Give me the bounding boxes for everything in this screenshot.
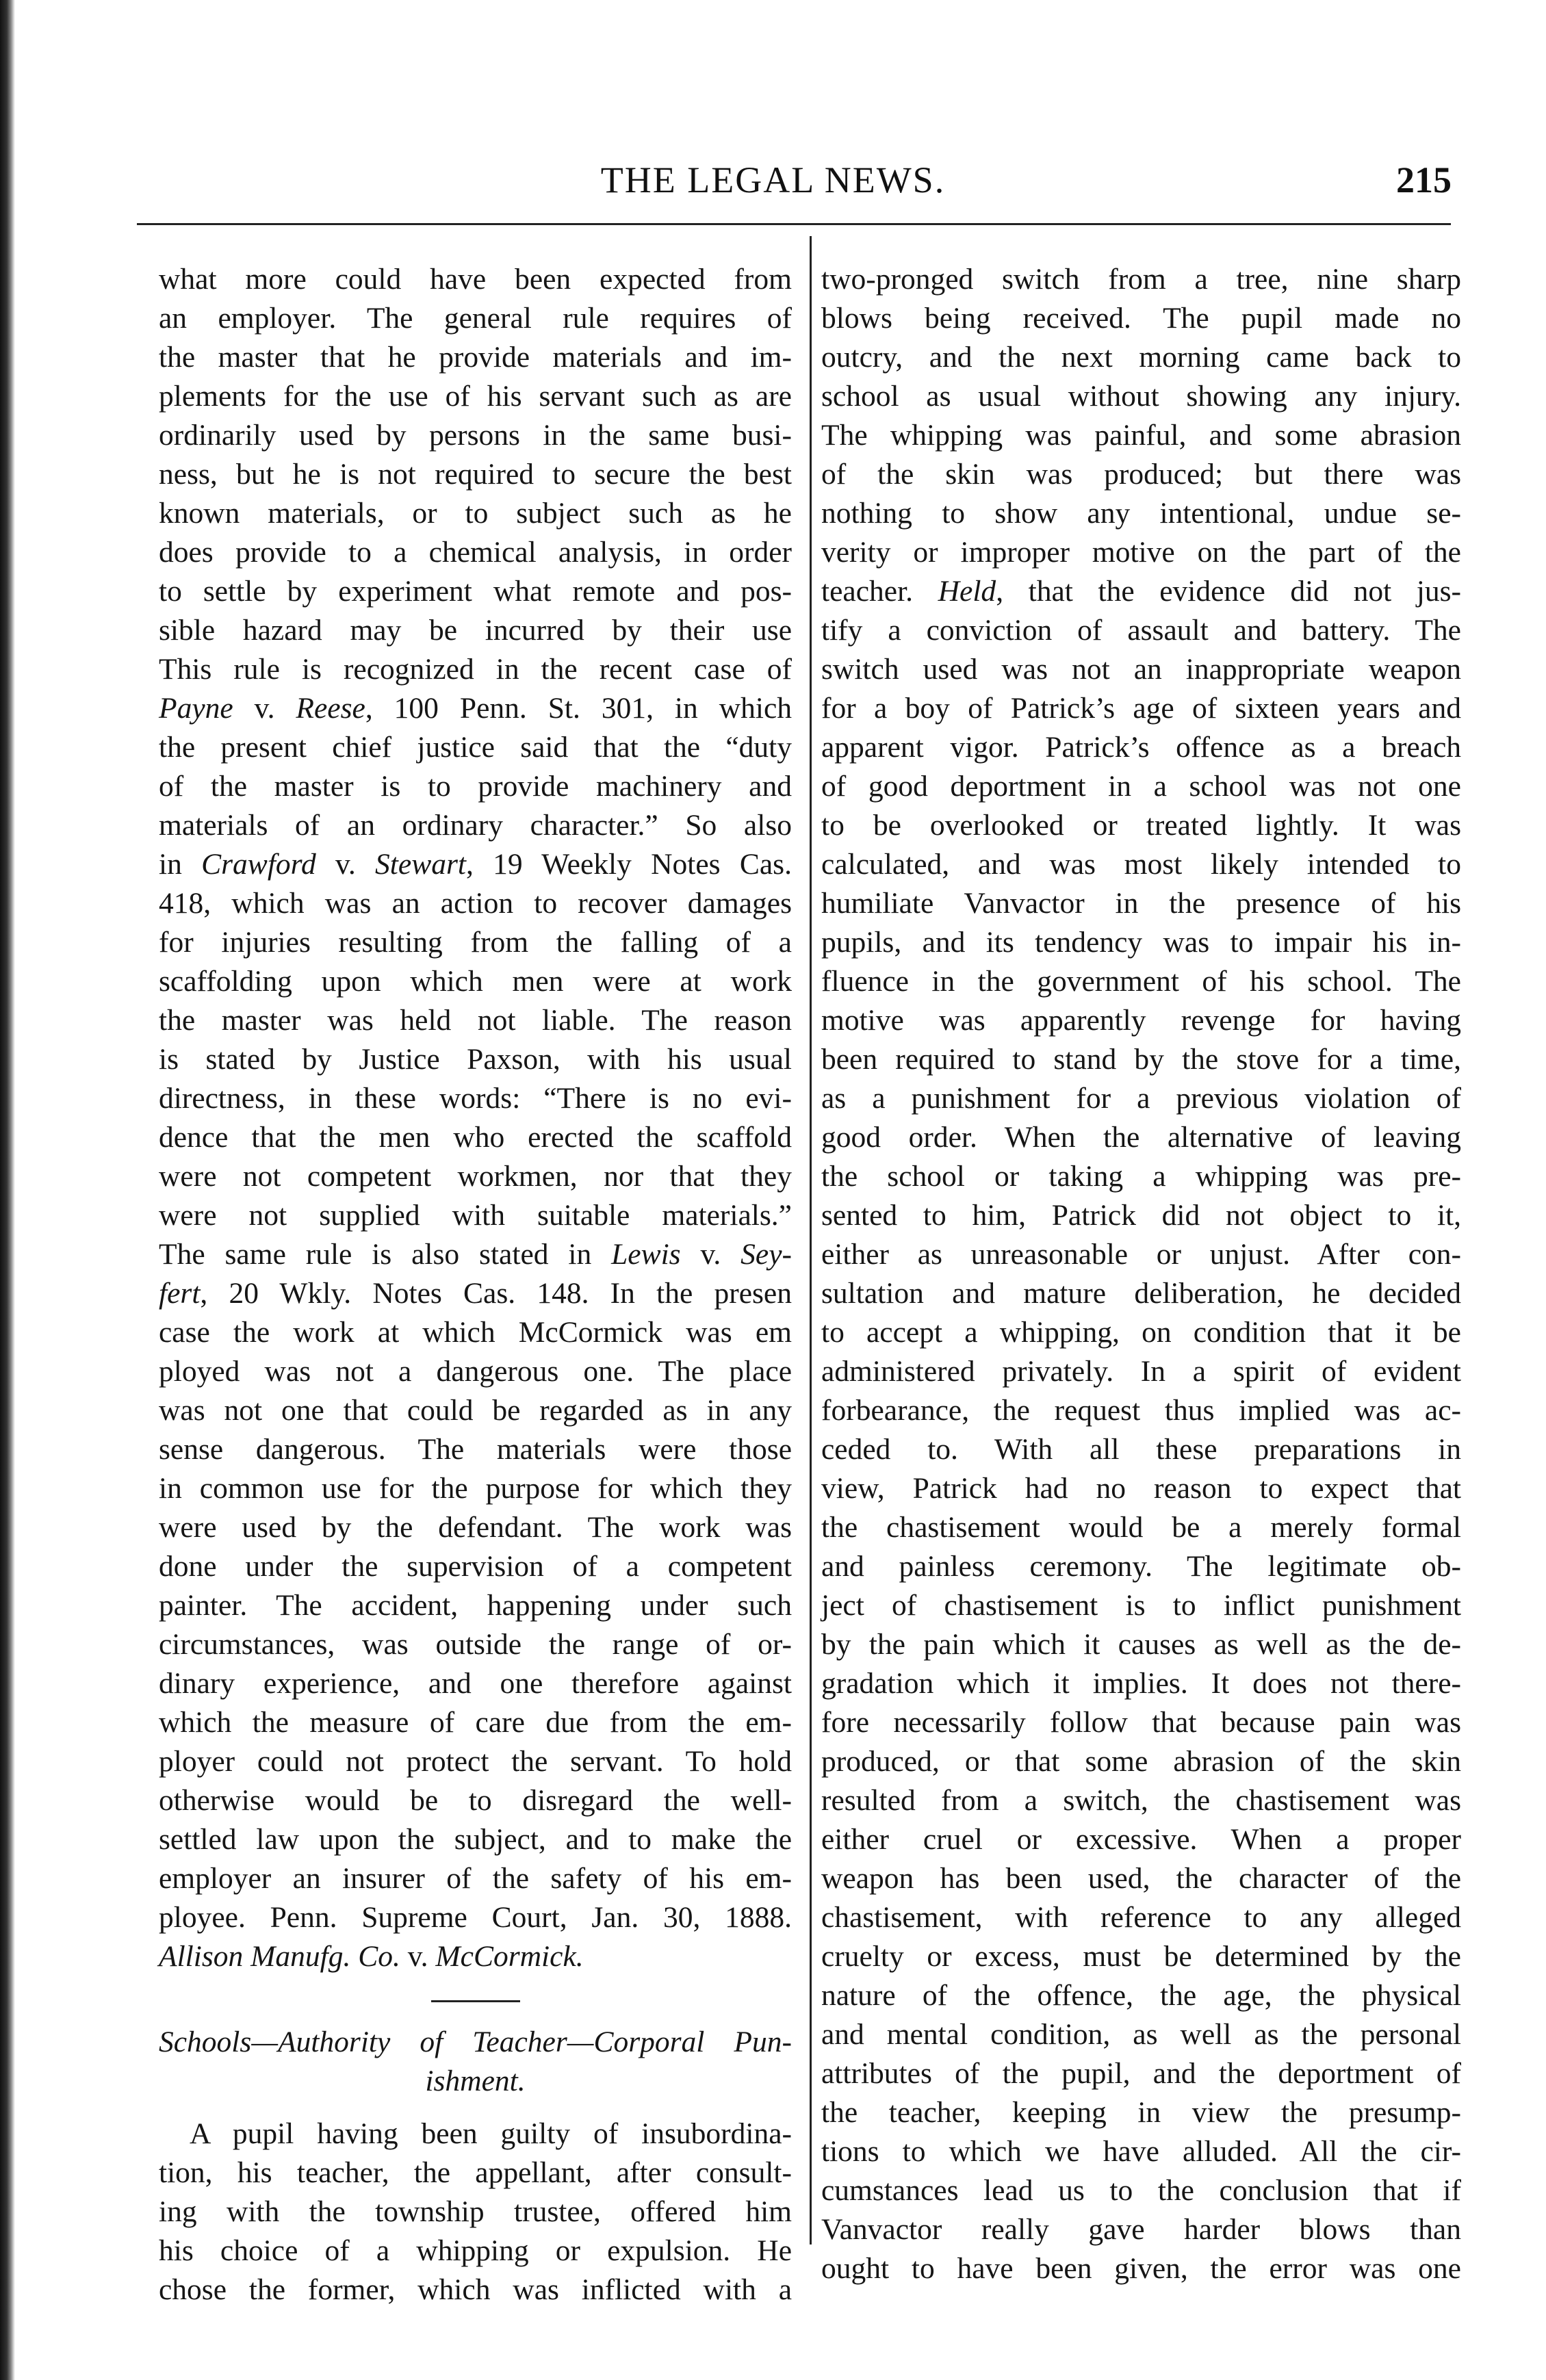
text-line: of good deportment in a school was not one — [821, 770, 1461, 803]
binding-edge — [0, 0, 15, 2380]
text-line: directness, in these words: “There is no evi- — [159, 1082, 792, 1115]
text-line: motive was apparently revenge for having — [821, 1004, 1461, 1037]
right-paragraph — [821, 260, 1461, 2288]
left-column — [159, 260, 792, 2310]
text-line: painter. The accident, happening under such — [159, 1589, 792, 1622]
section-heading — [159, 2023, 792, 2101]
text-line: Allison Manufg. Co. v. McCormick. — [159, 1940, 584, 1973]
text-line: ness, but he is not required to secure the best — [159, 458, 792, 491]
text-line: the master was held not liable. The reason — [159, 1004, 792, 1037]
text-line: chastisement, with reference to any alleged — [821, 1901, 1461, 1934]
text-line: fert, 20 Wkly. Notes Cas. 148. In the presen — [159, 1277, 792, 1310]
text-line: scaffolding upon which men were at work — [159, 965, 792, 998]
text-line: to accept a whipping, on condition that it be — [821, 1316, 1461, 1349]
text-line: the teacher, keeping in view the presump- — [821, 2096, 1461, 2129]
heading-gap — [159, 2101, 792, 2114]
text-line: either as unreasonable or unjust. After con- — [821, 1238, 1461, 1271]
text-line: tions to which we have alluded. All the cir- — [821, 2135, 1461, 2168]
left-paragraph-2 — [159, 2114, 792, 2310]
text-line: as a punishment for a previous violation of — [821, 1082, 1461, 1115]
text-line: A pupil having been guilty of insubordina- — [190, 2117, 792, 2150]
text-line: sultation and mature deliberation, he decided — [821, 1277, 1461, 1310]
section-heading-line: ishment. — [425, 2065, 526, 2097]
text-line: dinary experience, and one therefore against — [159, 1667, 792, 1700]
text-line: was not one that could be regarded as in any — [159, 1394, 792, 1427]
text-line: the master that he provide materials and im- — [159, 341, 792, 374]
text-line: sense dangerous. The materials were those — [159, 1433, 792, 1466]
text-line: his choice of a whipping or expulsion. He — [159, 2234, 792, 2267]
text-line: in common use for the purpose for which they — [159, 1472, 792, 1505]
text-line: and mental condition, as well as the personal — [821, 2018, 1461, 2051]
text-line: forbearance, the request thus implied was ac- — [821, 1394, 1461, 1427]
text-line: produced, or that some abrasion of the skin — [821, 1745, 1461, 1778]
text-line: employer an insurer of the safety of his em- — [159, 1862, 792, 1895]
right-column — [821, 260, 1461, 2288]
text-line: sented to him, Patrick did not object to it, — [821, 1199, 1461, 1232]
text-line: the school or taking a whipping was pre- — [821, 1160, 1461, 1193]
text-line: is stated by Justice Paxson, with his usual — [159, 1043, 792, 1076]
text-line: fore necessarily follow that because pain was — [821, 1706, 1461, 1739]
text-line: the present chief justice said that the “duty — [159, 731, 792, 764]
text-line: an employer. The general rule requires of — [159, 302, 792, 335]
text-line: for injuries resulting from the falling of a — [159, 926, 792, 959]
text-line: pupils, and its tendency was to impair his in- — [821, 926, 1461, 959]
text-line: nothing to show any intentional, undue se- — [821, 497, 1461, 530]
text-line: either cruel or excessive. When a proper — [821, 1823, 1461, 1856]
text-line: of the skin was produced; but there was — [821, 458, 1461, 491]
text-line: were not supplied with suitable materials.” — [159, 1199, 792, 1232]
page-number: 215 — [1396, 159, 1452, 201]
text-line: tify a conviction of assault and battery. The — [821, 614, 1461, 647]
header-rule — [137, 223, 1451, 225]
text-line: dence that the men who erected the scaffold — [159, 1121, 792, 1154]
text-line: does provide to a chemical analysis, in order — [159, 536, 792, 569]
text-line: ployee. Penn. Supreme Court, Jan. 30, 1888. — [159, 1901, 792, 1934]
text-line: ployed was not a dangerous one. The place — [159, 1355, 792, 1388]
running-header-title: THE LEGAL NEWS. — [600, 159, 946, 201]
text-line: sible hazard may be incurred by their use — [159, 614, 792, 647]
text-line: the chastisement would be a merely formal — [821, 1511, 1461, 1544]
text-line: which the measure of care due from the em- — [159, 1706, 792, 1739]
text-line: apparent vigor. Patrick’s offence as a breach — [821, 731, 1461, 764]
text-line: 418, which was an action to recover damages — [159, 887, 792, 920]
text-line: settled law upon the subject, and to make the — [159, 1823, 792, 1856]
text-line: humiliate Vanvactor in the presence of his — [821, 887, 1461, 920]
text-line: case the work at which McCormick was em — [159, 1316, 792, 1349]
text-line: were used by the defendant. The work was — [159, 1511, 792, 1544]
text-line: calculated, and was most likely intended to — [821, 848, 1461, 881]
text-line: cumstances lead us to the conclusion that if — [821, 2174, 1461, 2207]
text-line: The whipping was painful, and some abrasion — [821, 419, 1461, 452]
text-line: known materials, or to subject such as he — [159, 497, 792, 530]
text-line: outcry, and the next morning came back to — [821, 341, 1461, 374]
text-line: administered privately. In a spirit of evident — [821, 1355, 1461, 1388]
text-line: Vanvactor really gave harder blows than — [821, 2213, 1461, 2246]
text-line: good order. When the alternative of leaving — [821, 1121, 1461, 1154]
section-divider — [431, 2000, 520, 2002]
text-line: otherwise would be to disregard the well- — [159, 1784, 792, 1817]
text-line: ject of chastisement is to inflict punishment — [821, 1589, 1461, 1622]
text-line: ceded to. With all these preparations in — [821, 1433, 1461, 1466]
text-line: ing with the township trustee, offered him — [159, 2195, 792, 2228]
text-line: teacher. Held, that the evidence did not jus- — [821, 575, 1461, 608]
text-line: weapon has been used, the character of the — [821, 1862, 1461, 1895]
text-line: switch used was not an inappropriate weapon — [821, 653, 1461, 686]
text-line: done under the supervision of a competent — [159, 1550, 792, 1583]
text-line: resulted from a switch, the chastisement was — [821, 1784, 1461, 1817]
text-line: to settle by experiment what remote and pos- — [159, 575, 792, 608]
text-line: chose the former, which was inflicted with a — [159, 2273, 792, 2306]
column-divider — [810, 236, 812, 2245]
text-line: gradation which it implies. It does not there- — [821, 1667, 1461, 1700]
text-line: attributes of the pupil, and the deportment of — [821, 2057, 1461, 2090]
text-line: circumstances, was outside the range of or- — [159, 1628, 792, 1661]
text-line: materials of an ordinary character.” So also — [159, 809, 792, 842]
text-line: Payne v. Reese, 100 Penn. St. 301, in which — [159, 692, 792, 725]
text-line: nature of the offence, the age, the physical — [821, 1979, 1461, 2012]
text-line: This rule is recognized in the recent case of — [159, 653, 792, 686]
text-line: ordinarily used by persons in the same busi- — [159, 419, 792, 452]
left-paragraph-1 — [159, 260, 792, 1976]
text-line: two-pronged switch from a tree, nine sharp — [821, 263, 1461, 296]
text-line: view, Patrick had no reason to expect that — [821, 1472, 1461, 1505]
text-line: verity or improper motive on the part of the — [821, 536, 1461, 569]
text-line: by the pain which it causes as well as the de- — [821, 1628, 1461, 1661]
text-line: ployer could not protect the servant. To hold — [159, 1745, 792, 1778]
text-line: ought to have been given, the error was one — [821, 2252, 1461, 2285]
text-line: what more could have been expected from — [159, 263, 792, 296]
text-line: for a boy of Patrick’s age of sixteen years and — [821, 692, 1461, 725]
text-line: in Crawford v. Stewart, 19 Weekly Notes Cas. — [159, 848, 792, 881]
text-line: been required to stand by the stove for a time, — [821, 1043, 1461, 1076]
text-line: were not competent workmen, nor that they — [159, 1160, 792, 1193]
text-line: cruelty or excess, must be determined by the — [821, 1940, 1461, 1973]
section-heading-line: Schools—Authority of Teacher—Corporal Pun- — [159, 2026, 792, 2058]
text-line: school as usual without showing any injury. — [821, 380, 1461, 413]
text-line: of the master is to provide machinery and — [159, 770, 792, 803]
text-line: fluence in the government of his school. The — [821, 965, 1461, 998]
text-line: The same rule is also stated in Lewis v. Sey- — [159, 1238, 792, 1271]
text-line: plements for the use of his servant such as are — [159, 380, 792, 413]
text-line: and painless ceremony. The legitimate ob- — [821, 1550, 1461, 1583]
text-line: blows being received. The pupil made no — [821, 302, 1461, 335]
text-line: tion, his teacher, the appellant, after consult- — [159, 2156, 792, 2189]
text-line: to be overlooked or treated lightly. It was — [821, 809, 1461, 842]
